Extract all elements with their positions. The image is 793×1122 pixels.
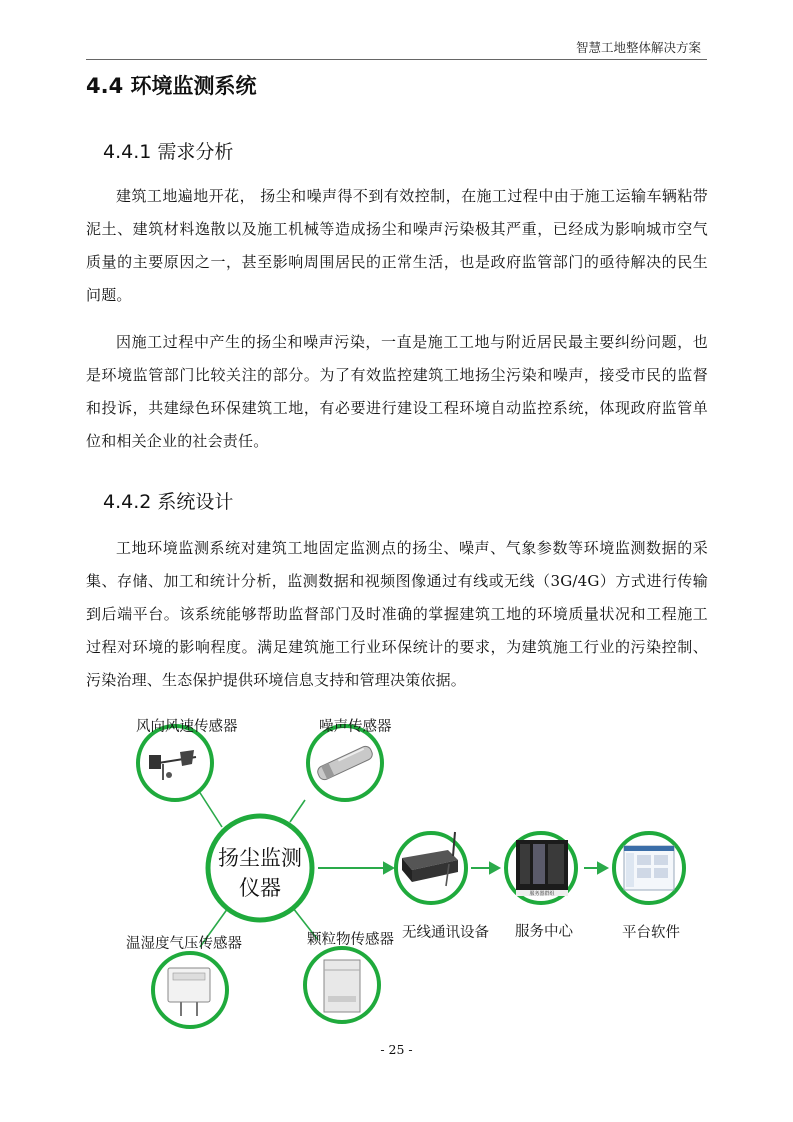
arrow-head [598,863,607,873]
arrow-head [490,863,499,873]
server-icon [506,833,576,903]
connector-line [290,800,305,822]
page-number: - 25 - [380,1042,413,1057]
hub-label-line: 扬尘监测 [218,846,302,870]
arrow-head [384,863,393,873]
wind-sensor-label: 风向风速传感器 [136,719,238,735]
platform-software-label: 平台软件 [622,925,680,941]
particle-sensor-icon [305,948,379,1022]
system-diagram [0,700,793,1030]
paragraph: 建筑工地遍地开花， 扬尘和噪声得不到有效控制，在施工过程中由于施工运输车辆粘带泥土、建筑材料逸散以及施工机械等造成扬尘和噪声污染极其严重，已经成为影响城市空气质量的主要原因之一，甚至影响周围居民的正常生活，也是政府监管部门的亟待解决的民生问题。 [86,187,708,304]
paragraph: 因施工过程中产生的扬尘和噪声污染，一直是施工工地与附近居民最主要纠纷问题，也是环境监管部门比较关注的部分。为了有效监控建筑工地扬尘污染和噪声，接受市民的监督和投诉，共建绿色环保建筑工地，有必要进行建设工程环境自动监控系统，体现政府监管单位和相关企业的社会责任。 [86,333,708,450]
running-header: 智慧工地整体解决方案 [575,40,701,55]
paragraph: 工地环境监测系统对建筑工地固定监测点的扬尘、噪声、气象参数等环境监测数据的采集、存储、加工和统计分析，监测数据和视频图像通过有线或无线（3G/4G）方式进行传输到后端平台。该系统能够帮助监督部门及时准确的掌握建筑工地的环境质量状况和工程施工过程对环境的影响程度。满足建筑施工行业环保统计的要求，为建筑施工行业的污染控制、污染治理、生态保护提供环境信息支持和管理决策依据。 [86,539,708,689]
platform-software-icon [614,833,684,903]
hub-label-line: 仪器 [239,876,281,900]
section-heading: 4.4 环境监测系统 [86,74,257,98]
noise-sensor-icon [308,726,382,800]
noise-sensor-label: 噪声传感器 [319,719,392,735]
temp-humidity-sensor-icon [153,953,227,1027]
server-center-label: 服务中心 [515,924,573,940]
wireless-device-label: 无线通讯设备 [402,925,489,941]
temp-sensor-label: 温湿度气压传感器 [126,936,242,952]
diagram-graphics [0,700,793,1030]
subsection-heading-design: 4.4.2 系统设计 [103,491,234,513]
server-caption: 服务器群组 [529,891,555,897]
wind-sensor-icon [138,726,212,800]
header-rule [86,59,707,60]
subsection-heading-demand: 4.4.1 需求分析 [103,141,234,163]
hub-label [212,843,308,903]
particle-sensor-label: 颗粒物传感器 [307,932,394,948]
wireless-device-icon [396,832,466,903]
